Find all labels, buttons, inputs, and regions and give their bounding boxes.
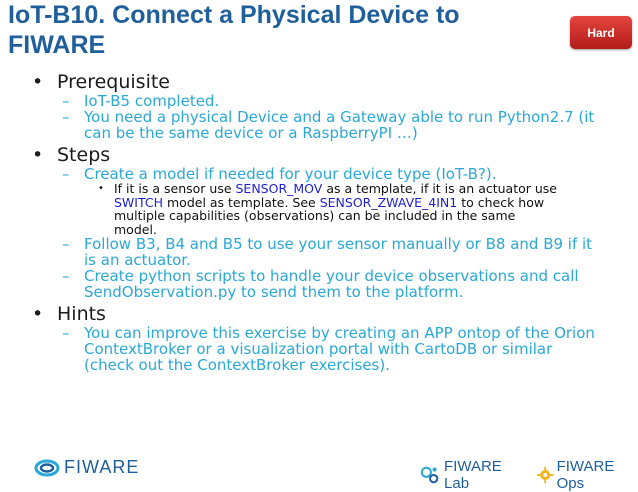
- slide-title: IoT-B10. Connect a Physical Device to FIWARE: [8, 1, 460, 59]
- sensor-zwave-link: SENSOR_ZWAVE_4IN1: [319, 194, 458, 210]
- slide-content: [0, 68, 638, 373]
- switch-link: SWITCH: [114, 194, 164, 210]
- prerequisite-heading: • Prerequisite: [32, 71, 170, 93]
- fiware-logo-text: FIWARE: [64, 457, 140, 477]
- dash-icon: –: [62, 108, 70, 126]
- fiware-lab-icon: [420, 464, 440, 486]
- steps-item: – Create a model if needed for your device type (IoT-B?).: [62, 165, 497, 183]
- bullet-icon: •: [32, 71, 44, 93]
- sensor-mov-link: SENSOR_MOV: [235, 181, 323, 196]
- bullet-icon: •: [32, 144, 44, 166]
- bullet-icon: •: [32, 303, 44, 325]
- fiware-logo: [34, 457, 139, 478]
- fiware-swirl-icon: [34, 458, 60, 478]
- bullet-icon: •: [98, 183, 104, 194]
- difficulty-badge: Hard: [570, 16, 632, 49]
- partner-logos: [420, 458, 638, 492]
- prerequisite-item: – You need a physical Device and a Gateway able to run Python2.7 (it can be the same device or a RaspberryPI …): [62, 108, 595, 142]
- steps-heading: • Steps: [32, 144, 111, 166]
- dash-icon: –: [62, 92, 70, 110]
- fiware-lab-logo-text: FIWARE Lab: [444, 458, 502, 492]
- dash-icon: –: [62, 235, 70, 253]
- fiware-ops-icon: [537, 465, 553, 485]
- steps-item: – Follow B3, B4 and B5 to use your sensor manually or B8 and B9 if it is an actuator.: [62, 235, 593, 269]
- dash-icon: –: [62, 267, 70, 285]
- prerequisite-item: – IoT-B5 completed.: [62, 92, 220, 110]
- fiware-ops-logo-text: FIWARE Ops: [556, 458, 615, 492]
- steps-item: – Create python scripts to handle your device observations and call SendObservation.py to send them to the platform.: [62, 267, 579, 301]
- hints-heading: • Hints: [32, 303, 106, 325]
- steps-subitem: • If it is a sensor use SENSOR_MOV as a template, if it is an actuator use SWITCH model as template. See SENSOR_ZWAVE_4IN1 to check how multiple capabilities (observations) can be included in the same model.: [98, 181, 557, 237]
- dash-icon: –: [62, 165, 70, 183]
- hints-item: – You can improve this exercise by creating an APP ontop of the Orion ContextBroker or a visualization portal with CartoDB or similar (check out the ContextBroker exercises).: [62, 324, 595, 374]
- dash-icon: –: [62, 324, 70, 342]
